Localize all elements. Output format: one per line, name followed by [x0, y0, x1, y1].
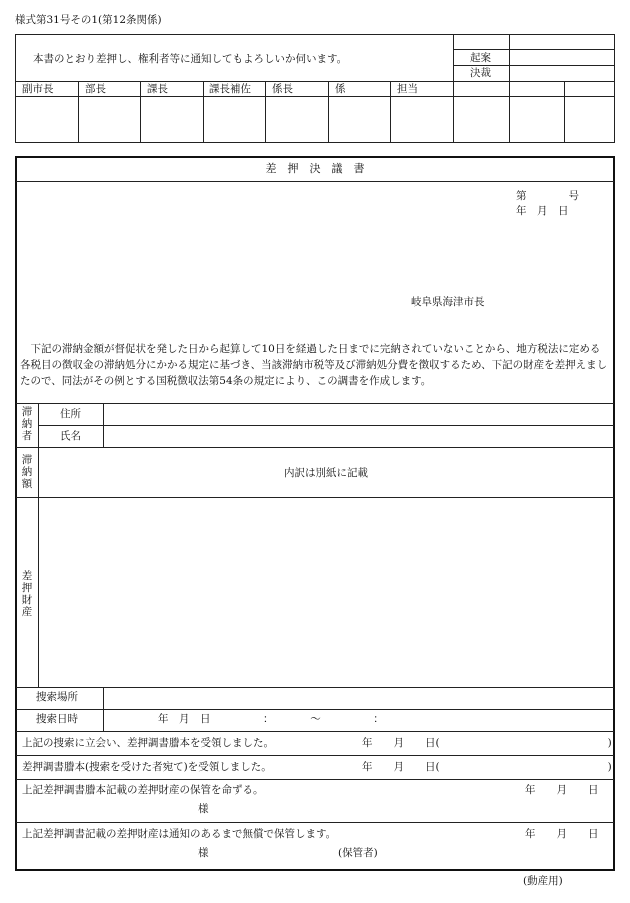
document-date: 年 月 日 — [516, 205, 569, 217]
address-label: 住所 — [60, 408, 81, 420]
approval-request-text: 本書のとおり差押し、権利者等に通知してもよろしいか伺います。 — [33, 53, 348, 65]
amount-label: 滞納額 — [21, 454, 33, 491]
amount-value: 内訳は別紙に記載 — [284, 467, 368, 479]
search-datetime-value: 年 月 日 ： ～ ： — [158, 713, 384, 725]
custody-accept-text: 上記差押調書記載の差押財産は通知のあるまで無償で保管します。 — [22, 828, 337, 840]
receipt-text: 差押調書謄本(捜索を受けた者宛て)を受領しました。 — [22, 761, 272, 773]
role-assistant-chief: 課長補佐 — [209, 83, 251, 95]
role-vice-mayor: 副市長 — [22, 83, 54, 95]
witness-date: 年 月 日( ) — [362, 737, 612, 749]
witness-text: 上記の捜索に立会い、差押調書謄本を受領しました。 — [22, 737, 274, 749]
search-place-label: 捜索場所 — [36, 691, 78, 703]
kessai-label: 決裁 — [470, 67, 491, 79]
role-director: 部長 — [85, 83, 106, 95]
custody-accept-keeper: (保管者) — [338, 847, 378, 859]
form-id: 様式第31号その1(第12条関係) — [15, 14, 162, 26]
role-person-in-charge: 担当 — [397, 83, 418, 95]
issuer: 岐阜県海津市長 — [411, 296, 485, 308]
delinquent-label: 滞納者 — [21, 406, 33, 443]
document-number: 第 号 — [516, 190, 579, 202]
custody-order-text: 上記差押調書謄本記載の差押財産の保管を命ずる。 — [22, 784, 264, 796]
document-title: 差 押 決 議 書 — [265, 162, 365, 175]
role-subsection-chief: 係長 — [272, 83, 293, 95]
kian-label: 起案 — [470, 52, 491, 64]
custody-accept-date: 年 月 日 — [525, 828, 599, 840]
custody-order-sama: 様 — [198, 803, 209, 815]
role-section-chief: 課長 — [147, 83, 168, 95]
custody-order-date: 年 月 日 — [525, 784, 599, 796]
body-text: 下記の滞納金額が督促状を発した日から起算して10日を経過した日までに完納されていないことから、地方税法に定める各税目の徴収金の滞納処分にかかる規定に基づき、当該滞納市税等及び滞納処分費を徴収するため、下記の財産を差押えましたので、同法がその例とする国税徴収法第54条の規定により、この調書を作成します。 — [20, 343, 608, 387]
receipt-date: 年 月 日( ) — [362, 761, 612, 773]
name-label: 氏名 — [60, 430, 81, 442]
search-datetime-label: 捜索日時 — [36, 713, 78, 725]
custody-accept-sama: 様 — [198, 847, 209, 859]
footer-note: (動産用) — [523, 875, 563, 887]
role-staff: 係 — [335, 83, 346, 95]
property-label: 差押財産 — [21, 570, 33, 619]
